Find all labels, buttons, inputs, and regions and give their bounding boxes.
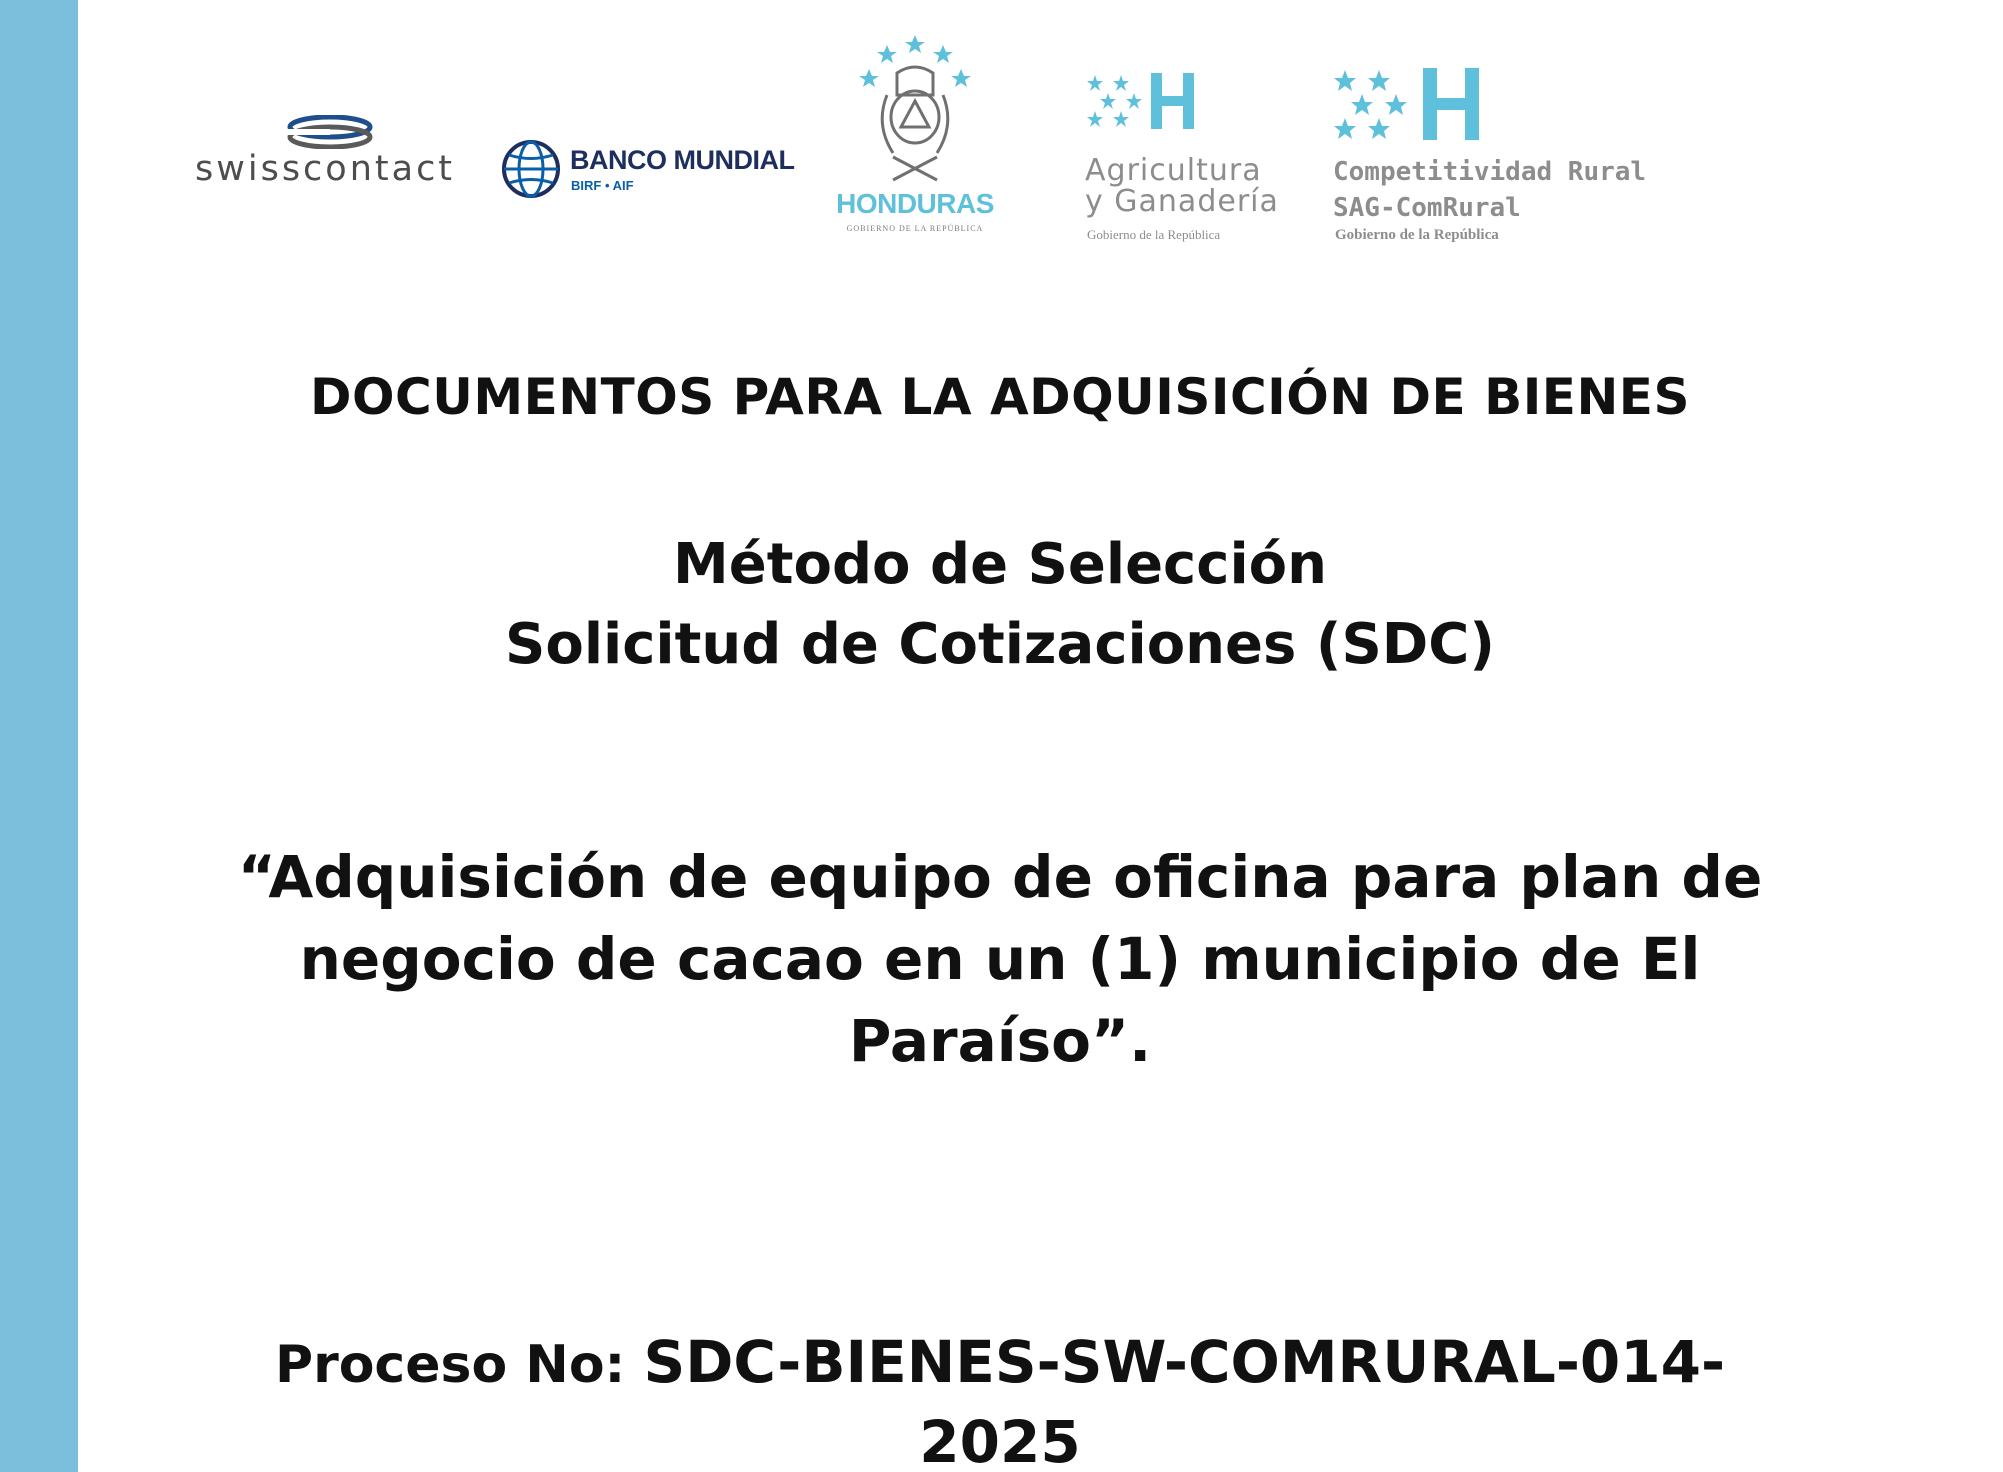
stars-h-icon [1085, 65, 1200, 145]
document-title: DOCUMENTOS PARA LA ADQUISICIÓN DE BIENES [310, 368, 1690, 426]
honduras-subtitle: GOBIERNO DE LA REPÚBLICA [846, 224, 984, 233]
process-number: SDC-BIENES-SW-COMRURAL-014- [643, 1328, 1726, 1396]
procurement-subject: “Adquisición de equipo de oficina para plan de negocio de cacao en un (1) municipio de El Paraíso”. [237, 843, 1763, 1075]
swisscontact-logo [195, 115, 470, 195]
swisscontact-swirl-icon [285, 115, 375, 149]
banco-mundial-name: BANCO MUNDIAL [570, 145, 795, 175]
banco-mundial-subtitle: BIRF • AIF [571, 178, 634, 193]
agricultura-line3: Gobierno de la República [1087, 227, 1221, 242]
swisscontact-wordmark: swisscontact [195, 149, 456, 189]
competitividad-line2: SAG-ComRural [1333, 193, 1521, 223]
competitividad-rural-logo [1333, 60, 1703, 243]
logo-header [180, 30, 1700, 243]
stars-h-icon [1333, 60, 1483, 152]
process-year: 2025 [919, 1408, 1081, 1472]
selection-method-value: Solicitud de Cotizaciones (SDC) [505, 612, 1495, 677]
globe-icon [500, 138, 562, 200]
honduras-logo [820, 35, 1010, 235]
agricultura-ganaderia-logo [1085, 65, 1305, 240]
agricultura-line1: Agricultura [1085, 153, 1262, 188]
banco-mundial-logo [500, 138, 830, 208]
competitividad-line1: Competitividad Rural [1333, 157, 1647, 187]
process-number-line [200, 1328, 1800, 1396]
agricultura-line2: y Ganadería [1085, 184, 1279, 219]
selection-method-label: Método de Selección [673, 532, 1327, 597]
competitividad-line3: Gobierno de la República [1335, 227, 1499, 243]
process-label: Proceso No: [274, 1335, 626, 1395]
left-accent-bar [0, 0, 78, 1472]
honduras-name: HONDURAS [836, 188, 994, 219]
honduras-coat-of-arms-icon [857, 35, 973, 185]
